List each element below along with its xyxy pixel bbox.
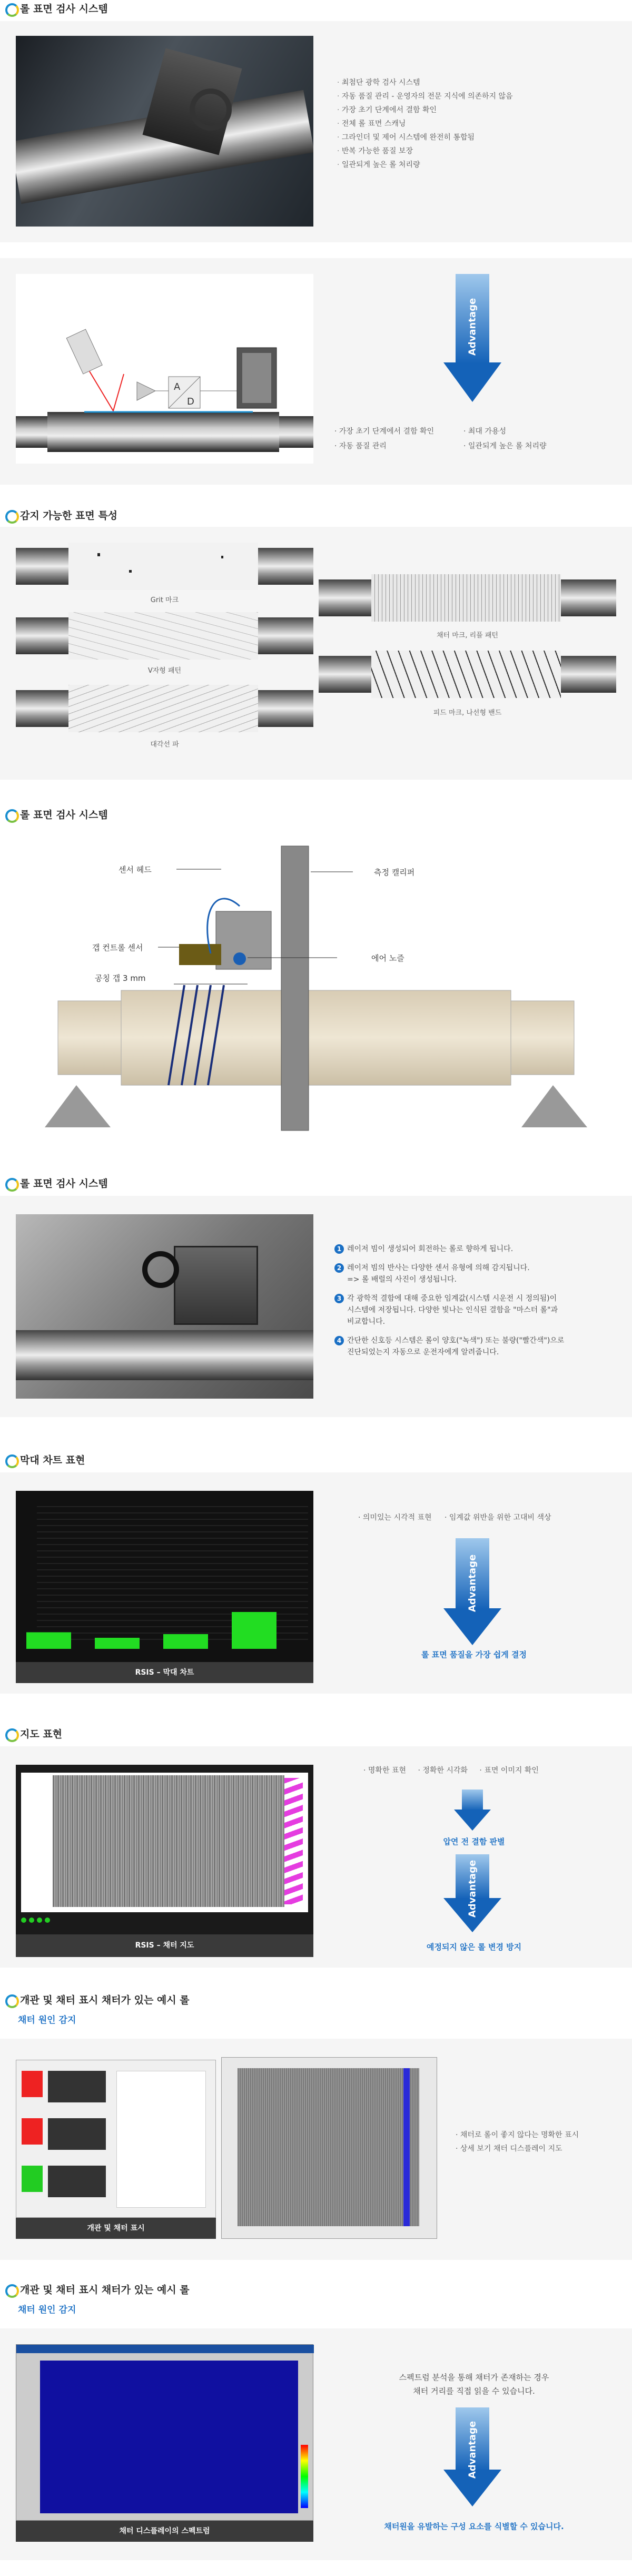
bar-advantage-text: 롤 표면 품질을 가장 쉽게 결정 [421, 1650, 527, 1659]
chatter-map-screen [16, 1765, 313, 1934]
brand-logo-icon [5, 1178, 15, 1187]
label-caliper: 측정 캘리퍼 [374, 868, 415, 877]
process-steps: 1 레이저 빔이 생성되어 회전하는 롤로 향하게 됩니다. 2 레이저 빔의 반사는 다양한 센서 유형에 의해 감지됩니다. => 롤 배럴의 사진이 생성됩니다. 3 각 광학적 결함에 대해 중요한 임계값(시스템 시운전 시 정의됨)이 시스템에 저장됩니다. 다양한 빛나는 인식된 결함을 "마스터 롤"과 비교합니다. 4 간단한 신호등 시스템은 롤이 양호("녹색") 또는 불량("빨간색")으로 진단되었는지 자동으로 운전자에게 알려줍니다. [334, 1243, 564, 1358]
overview-screen [16, 2060, 216, 2218]
label-gap: 공칭 갭 3 mm [95, 974, 146, 983]
overview-bullets: · 채터로 롤이 좋지 않다는 명확한 표시 · 상세 보기 채터 디스플레이 지도 [456, 2131, 579, 2153]
step-3: 3 각 광학적 결함에 대해 중요한 임계값(시스템 시운전 시 정의됨)이 [334, 1293, 564, 1304]
bar-chart-screen [16, 1491, 313, 1662]
bar-3 [163, 1634, 208, 1649]
intro-panel [0, 21, 632, 242]
spectrum-screen [16, 2344, 313, 2521]
section-title-4: 롤 표면 검사 시스템 [5, 806, 108, 822]
map-text-2: 예정되지 않은 롤 변경 방지 [426, 1942, 522, 1952]
section-title-3: 감지 가능한 표면 특성 [5, 507, 117, 523]
advantage-panel [0, 258, 632, 485]
bar-chart [16, 1491, 313, 1662]
bar-1 [26, 1633, 71, 1649]
brand-logo-icon [5, 1454, 15, 1464]
advantage-bullets-left: · 가장 초기 단계에서 결함 확인 · 자동 품질 관리 [334, 427, 434, 450]
measurement-diagram [16, 274, 313, 464]
advantage-arrow-2: Advantage [443, 1538, 501, 1646]
surface-features-panel: Grit 마크 V자형 패턴 대각선 파 채터 마크, 리플 패턴 피드 마크, 나선형 밴드 [0, 527, 632, 780]
spectrum-text: 스펙트럼 분석을 통해 채터가 존재하는 경우 채터 거리를 직접 읽을 수 있습니다. [399, 2373, 549, 2396]
overview-panel [0, 2039, 632, 2260]
brand-logo-icon [5, 3, 15, 13]
bar-chart-caption: RSIS – 막대 차트 [16, 1662, 313, 1683]
advantage-arrow-3: Advantage [443, 1854, 501, 1933]
advantage-arrow-1: Advantage [443, 274, 501, 403]
section-title-9: 개관 및 채터 표시 채터가 있는 예시 롤 [5, 2281, 190, 2297]
section-title-1: 롤 표면 검사 시스템 [5, 0, 108, 16]
section-title-7: 지도 표현 [5, 1725, 62, 1741]
diagram-label-a: A [174, 381, 181, 392]
label-air-nozzle: 에어 노즐 [371, 953, 404, 963]
step-2: 2 레이저 빔의 반사는 다양한 센서 유형에 의해 감지됩니다. [334, 1262, 564, 1274]
brand-logo-icon [5, 809, 15, 819]
roll-machine-photo [16, 36, 313, 227]
bar-4 [232, 1612, 276, 1649]
brand-logo-icon [5, 1994, 15, 2004]
bar-bullets: · 의미있는 시각적 표현 · 임계값 위반을 위한 고대비 색상 [358, 1513, 551, 1522]
bar-chart-panel [0, 1472, 632, 1694]
intro-bullets: · 최첨단 광학 검사 시스템 · 자동 품질 관리 - 운영자의 전문 지식에 의존하지 않음 · 가장 초기 단계에서 결함 확인 · 전체 롤 표면 스캐닝 · 그라인더 및 제어 시스템에 완전히 통합됨 · 반복 가능한 품질 보장 · 일관되게 높은 롤 처리량 [337, 76, 513, 172]
step-1: 1 레이저 빔이 생성되어 회전하는 롤로 향하게 됩니다. [334, 1243, 564, 1255]
inspection-photo [16, 1214, 313, 1399]
brand-logo-icon [5, 2284, 15, 2294]
small-arrow [454, 1790, 491, 1832]
bar-2 [95, 1638, 140, 1649]
advantage-bullets-right: · 최대 가용성 · 일관되게 높은 롤 처리량 [463, 427, 547, 450]
spectrum-panel [0, 2328, 632, 2560]
map-panel [0, 1746, 632, 1968]
section-subtitle-8: 채터 원인 감지 [18, 2015, 76, 2026]
chatter-map-caption: RSIS – 채터 지도 [16, 1934, 313, 1957]
advantage-arrow-4: Advantage [443, 2407, 501, 2508]
section-subtitle-9: 채터 원인 감지 [18, 2305, 76, 2315]
section-title-6: 막대 차트 표현 [5, 1451, 85, 1467]
brand-logo-icon [5, 510, 15, 519]
sensor-diagram [0, 827, 632, 1143]
brand-logo-icon [5, 1728, 15, 1738]
spectrum-advantage-text: 채터원을 유발하는 구성 요소를 식별할 수 있습니다. [384, 2522, 564, 2531]
diagram-label-d: D [187, 396, 194, 407]
chatter-detail-screen [221, 2057, 437, 2239]
step-4: 4 간단한 신호등 시스템은 롤이 양호("녹색") 또는 불량("빨간색")으로 [334, 1335, 564, 1346]
process-panel [0, 1196, 632, 1417]
label-sensor-head: 센서 헤드 [118, 865, 152, 874]
map-text-1: 압연 전 결함 판별 [443, 1837, 505, 1846]
map-bullets: · 명확한 표현 · 정확한 시각화 · 표면 이미지 확인 [363, 1766, 539, 1775]
label-gap-sensor: 갭 컨트롤 센서 [92, 943, 143, 952]
overview-caption: 개관 및 채터 표시 [16, 2218, 216, 2239]
section-title-8: 개관 및 채터 표시 채터가 있는 예시 롤 [5, 1991, 190, 2007]
section-title-5: 롤 표면 검사 시스템 [5, 1175, 108, 1191]
spectrum-caption: 채터 디스플레이의 스펙트럼 [16, 2521, 313, 2542]
